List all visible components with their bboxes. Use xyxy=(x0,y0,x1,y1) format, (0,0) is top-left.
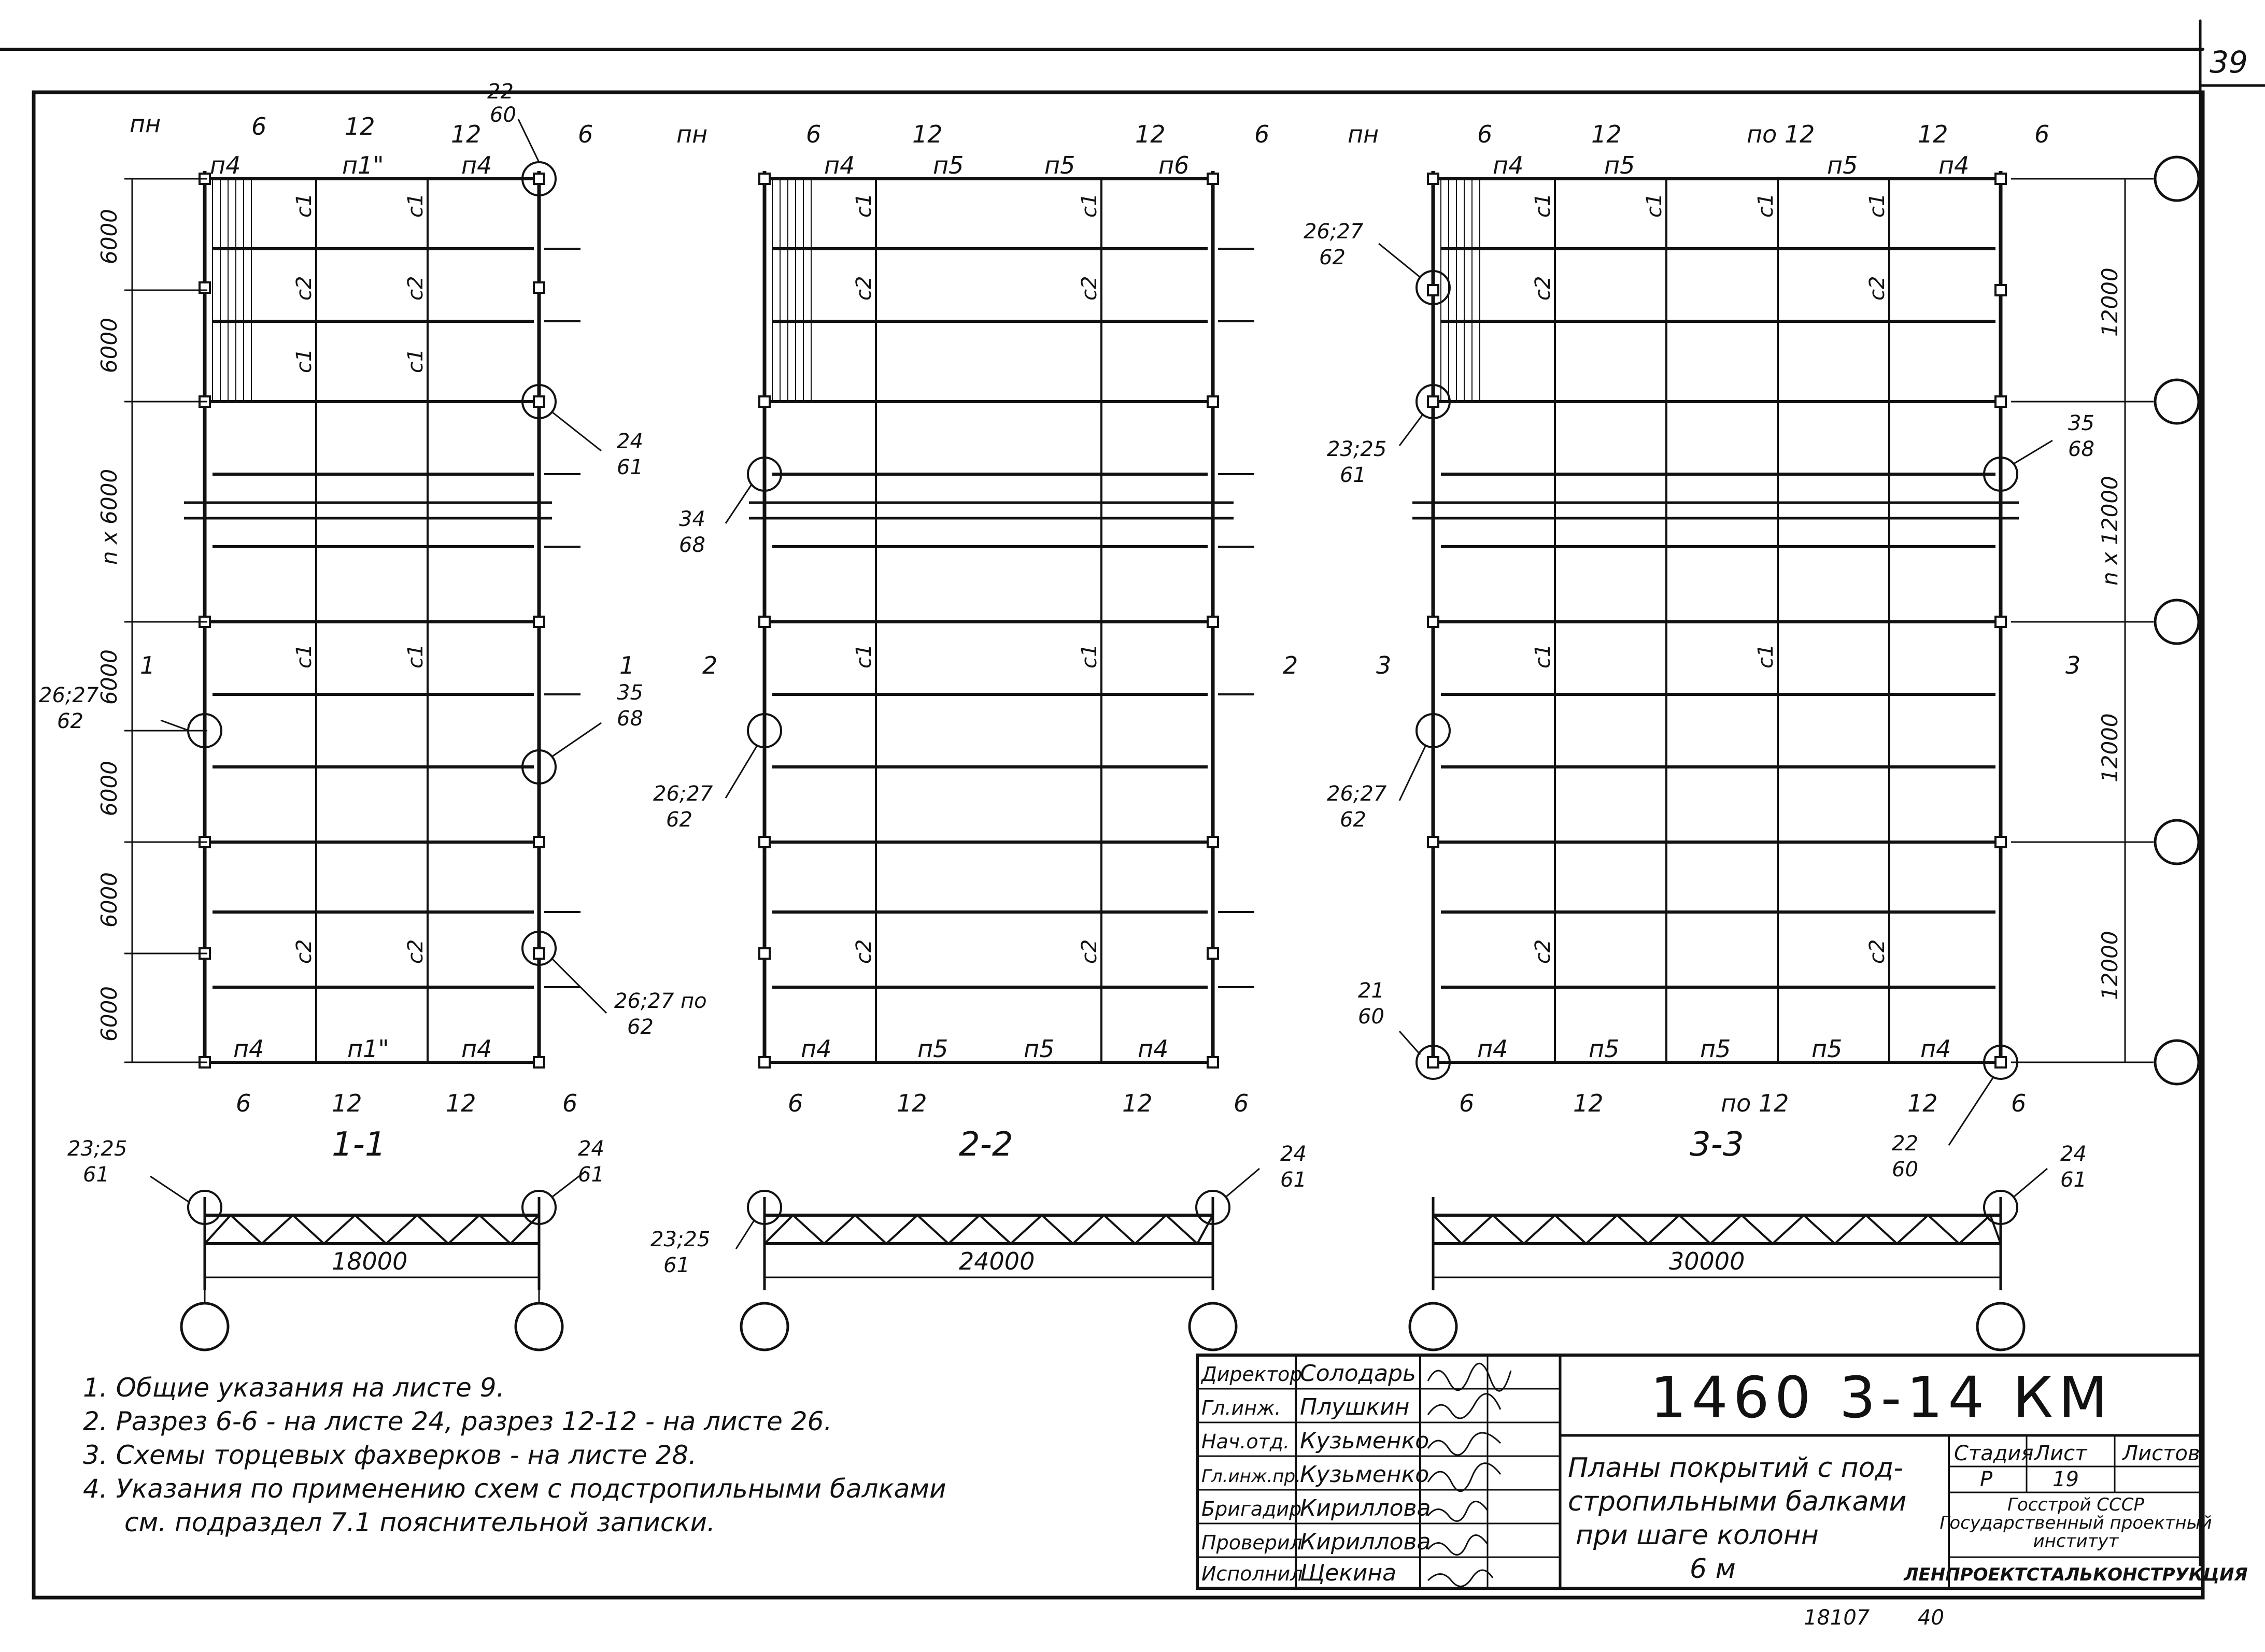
sheets-header: Листов xyxy=(2122,1442,2200,1465)
label-bp5-2a: п5 xyxy=(917,1035,949,1063)
sheet-header: Лист xyxy=(2034,1442,2087,1465)
callout-1-3-num: 35 xyxy=(617,681,643,705)
span-3: 30000 xyxy=(1669,1247,1745,1275)
beam-c1: с1 xyxy=(1078,193,1101,218)
beam-c1: с1 xyxy=(1078,644,1101,668)
footer-number: 18107 xyxy=(1804,1606,1870,1630)
left-dim-5: 6000 xyxy=(96,872,122,928)
label-bcpo12-3: по 12 xyxy=(1721,1089,1789,1117)
callout-1-4-den: 62 xyxy=(627,1015,654,1039)
label-bc6-3b: 6 xyxy=(2011,1089,2027,1117)
label-cut6-r1: 6 xyxy=(578,120,593,148)
org-name: ЛЕНПРОЕКТСТАЛЬКОНСТРУКЦИЯ xyxy=(1904,1564,2248,1585)
callout-1-5-num: 23;25 xyxy=(67,1137,128,1161)
beam-c2: с2 xyxy=(1865,939,1889,964)
label-bp5-3a: п5 xyxy=(1589,1035,1620,1063)
label-cut6-r3: 6 xyxy=(2034,120,2050,148)
label-p4-1b: п4 xyxy=(461,151,492,179)
title-block-roles xyxy=(1200,1360,1431,1586)
label-p4-3b: п4 xyxy=(1938,151,1970,179)
drawing-description xyxy=(1568,1452,1906,1585)
callout-2-0-num: 34 xyxy=(679,507,705,531)
beam-c1: с1 xyxy=(1643,193,1666,218)
description-line-1: Планы покрытий с под- xyxy=(1568,1452,1904,1484)
callout-2-3-num: 24 xyxy=(1280,1142,1307,1166)
label-ph-3: пн xyxy=(1348,120,1379,148)
label-bp5-3b: п5 xyxy=(1700,1035,1731,1063)
name-3: Кузьменко xyxy=(1300,1461,1429,1488)
span-1: 18000 xyxy=(332,1247,408,1275)
beam-c1: с1 xyxy=(292,193,316,218)
label-bc12-2b: 12 xyxy=(1122,1089,1153,1117)
stage-value: Р xyxy=(1980,1468,1993,1491)
right-dim-0: 12000 xyxy=(2097,267,2122,337)
footer-page: 40 xyxy=(1918,1606,1944,1630)
signatures xyxy=(1428,1363,1511,1586)
label-12-3a: 12 xyxy=(1591,120,1622,148)
label-ph-2: пн xyxy=(676,120,708,148)
callout-1-2-den: 62 xyxy=(57,709,83,733)
label-cut6-l3: 6 xyxy=(1477,120,1493,148)
beam-c2: с2 xyxy=(852,939,876,964)
left-dim-0: 6000 xyxy=(96,209,122,264)
callout-2-2-num: 23;25 xyxy=(650,1228,711,1251)
roof-plan-1-1 xyxy=(124,119,606,1350)
plan-title-3: 3-3 xyxy=(1690,1126,1744,1164)
callout-3-0-den: 62 xyxy=(1319,246,1346,269)
left-dim-4: 6000 xyxy=(96,761,122,816)
note-4-cont: см. подраздел 7.1 пояснительной записки. xyxy=(124,1507,715,1537)
callout-1-6-num: 24 xyxy=(578,1137,604,1161)
label-bp4-3b: п4 xyxy=(1920,1035,1951,1063)
left-dim-1: 6000 xyxy=(96,318,122,373)
beam-c1: с1 xyxy=(1754,644,1778,668)
organization xyxy=(1903,1494,2247,1585)
callout-2-2-den: 61 xyxy=(663,1254,690,1277)
beam-c2: с2 xyxy=(404,276,428,301)
beam-c2: с2 xyxy=(1078,276,1101,301)
label-12-2b: 12 xyxy=(1135,120,1166,148)
label-bc6-1b: 6 xyxy=(562,1089,578,1117)
role-5: Проверил xyxy=(1201,1531,1303,1554)
label-p5-2a: п5 xyxy=(933,151,964,179)
beam-c2: с2 xyxy=(1078,939,1101,964)
role-6: Исполнил xyxy=(1201,1562,1303,1585)
label-bc12-3b: 12 xyxy=(1907,1089,1938,1117)
org-line-2: Государственный проектный xyxy=(1940,1513,2212,1533)
label-bc12-1b: 12 xyxy=(446,1089,476,1117)
label-p4-1: п4 xyxy=(210,151,241,179)
label-cut6-l2: 6 xyxy=(806,120,822,148)
sheet-value: 19 xyxy=(2052,1468,2079,1491)
callout-3-1-num: 23;25 xyxy=(1327,437,1387,461)
callout-3-2-den: 68 xyxy=(2068,437,2094,461)
left-dim-6: 6000 xyxy=(96,986,122,1042)
label-bc12-3a: 12 xyxy=(1573,1089,1604,1117)
callout-1-6-den: 61 xyxy=(578,1163,604,1187)
beam-c1: с1 xyxy=(1754,193,1778,218)
note-3: 3. Схемы торцевых фахверков - на листе 28. xyxy=(83,1440,697,1470)
stage-header: Стадия xyxy=(1954,1442,2034,1465)
left-dim-3: 6000 xyxy=(96,649,122,705)
label-12-1b: 12 xyxy=(451,120,482,148)
left-dim-2: n x 6000 xyxy=(96,468,122,565)
label-p6-2: п6 xyxy=(1158,151,1190,179)
callout-1-1-den: 61 xyxy=(617,455,643,479)
cut-number-2l: 2 xyxy=(702,651,718,679)
label-12-2a: 12 xyxy=(912,120,943,148)
label-p5-2b: п5 xyxy=(1044,151,1075,179)
label-bp5-2b: п5 xyxy=(1024,1035,1055,1063)
cut-number-3l: 3 xyxy=(1376,651,1392,679)
beam-c2: с2 xyxy=(1531,939,1555,964)
span-2: 24000 xyxy=(959,1247,1035,1275)
roof-plan-2-2 xyxy=(726,171,1259,1350)
callout-3-5-den: 60 xyxy=(1892,1158,1918,1181)
plan-title-2: 2-2 xyxy=(959,1126,1013,1164)
beam-labels xyxy=(292,193,1889,964)
label-12-1a: 12 xyxy=(345,112,375,140)
callout-3-3-num: 26;27 xyxy=(1327,782,1387,806)
beam-c2: с2 xyxy=(292,276,316,301)
name-1: Плушкин xyxy=(1300,1394,1410,1420)
name-5: Кириллова xyxy=(1300,1529,1431,1555)
name-4: Кириллова xyxy=(1300,1495,1431,1521)
label-bc12-2a: 12 xyxy=(897,1089,927,1117)
right-dim-3: 12000 xyxy=(2097,931,2122,1000)
callout-3-1-den: 61 xyxy=(1340,463,1366,487)
cut-number-1l: 1 xyxy=(140,651,155,679)
callout-2-0-den: 68 xyxy=(679,533,705,557)
beam-c1: с1 xyxy=(1865,193,1889,218)
label-bp1-1: п1" xyxy=(347,1035,389,1063)
corner-sheet-number: 39 xyxy=(2210,45,2248,80)
callout-1-2-num: 26;27 xyxy=(39,683,99,707)
beam-c1: с1 xyxy=(404,644,428,668)
label-bp4-1a: п4 xyxy=(233,1035,264,1063)
label-p5-3b: п5 xyxy=(1827,151,1858,179)
label-bc6-3a: 6 xyxy=(1459,1089,1475,1117)
label-p5-3a: п5 xyxy=(1604,151,1635,179)
callout-2-1-num: 26;27 xyxy=(653,782,713,806)
callout-3-6-num: 24 xyxy=(2060,1142,2087,1166)
callout-2-3-den: 61 xyxy=(1280,1168,1307,1192)
beam-c1: с1 xyxy=(1531,193,1555,218)
note-1: 1. Общие указания на листе 9. xyxy=(83,1373,505,1403)
right-dimensions xyxy=(2097,267,2122,1000)
callout-3-2-num: 35 xyxy=(2068,411,2094,435)
callout-3-3-den: 62 xyxy=(1340,808,1366,832)
note-2: 2. Разрез 6-6 - на листе 24, разрез 12-12 - на листе 26. xyxy=(83,1406,832,1436)
callout-3-6-den: 61 xyxy=(2060,1168,2087,1192)
beam-c1: с1 xyxy=(404,348,428,373)
beam-c1: с1 xyxy=(292,644,316,668)
general-notes xyxy=(83,1373,946,1537)
callout-1-0-num: 22 xyxy=(487,80,514,104)
cut-number-2r: 2 xyxy=(1283,651,1298,679)
callout-2-1-den: 62 xyxy=(666,808,692,832)
description-line-3: при шаге колонн xyxy=(1576,1520,1819,1551)
callout-3-4-den: 60 xyxy=(1358,1005,1384,1029)
beam-c1: с1 xyxy=(852,644,876,668)
label-p1-1: п1" xyxy=(342,151,384,179)
label-bc6-2b: 6 xyxy=(1234,1089,1249,1117)
beam-c2: с2 xyxy=(1865,276,1889,301)
label-bc6-1a: 6 xyxy=(236,1089,251,1117)
label-p4-2: п4 xyxy=(824,151,855,179)
label-bp4-1b: п4 xyxy=(461,1035,492,1063)
right-dim-1: n x 12000 xyxy=(2097,476,2122,586)
callout-3-0-num: 26;27 xyxy=(1304,220,1364,244)
beam-c1: с1 xyxy=(292,348,316,373)
label-ph-1: пн xyxy=(130,110,161,138)
beam-c1: с1 xyxy=(404,193,428,218)
label-bp4-3a: п4 xyxy=(1477,1035,1508,1063)
label-bp5-3c: п5 xyxy=(1811,1035,1843,1063)
label-12-3b: 12 xyxy=(1918,120,1948,148)
document-code: 1460 3-14 КМ xyxy=(1650,1364,2113,1431)
plan-title-1: 1-1 xyxy=(332,1126,386,1164)
org-line-1: Госстрой СССР xyxy=(2007,1494,2144,1515)
role-2: Нач.отд. xyxy=(1201,1430,1290,1453)
label-p4-3: п4 xyxy=(1493,151,1524,179)
right-dim-2: 12000 xyxy=(2097,713,2122,782)
cut-number-3r: 3 xyxy=(2065,651,2081,679)
callout-1-3-den: 68 xyxy=(617,707,643,731)
label-po12-3: по 12 xyxy=(1747,120,1815,148)
name-2: Кузьменко xyxy=(1300,1428,1429,1454)
org-line-3: институт xyxy=(2033,1531,2119,1551)
callout-1-1-num: 24 xyxy=(617,430,643,453)
role-0: Директор xyxy=(1201,1363,1303,1386)
beam-c2: с2 xyxy=(1531,276,1555,301)
description-line-4: 6 м xyxy=(1690,1554,1736,1585)
callout-3-4-num: 21 xyxy=(1358,979,1384,1003)
role-1: Гл.инж. xyxy=(1201,1397,1281,1419)
callout-1-5-den: 61 xyxy=(83,1163,109,1187)
cut-number-1r: 1 xyxy=(619,651,635,679)
label-cut6-l1: 6 xyxy=(251,112,267,140)
label-cut6-r2: 6 xyxy=(1254,120,1270,148)
label-bc12-1a: 12 xyxy=(332,1089,362,1117)
note-4: 4. Указания по применению схем с подстропильными балками xyxy=(83,1474,946,1504)
callout-1-0-den: 60 xyxy=(490,103,516,127)
role-4: Бригадир xyxy=(1201,1498,1302,1520)
description-line-2: стропильными балками xyxy=(1568,1486,1907,1517)
beam-c2: с2 xyxy=(404,939,428,964)
label-bc6-2a: 6 xyxy=(788,1089,803,1117)
beam-c1: с1 xyxy=(852,193,876,218)
callout-1-4-num: 26;27 по xyxy=(614,989,707,1013)
left-dimensions xyxy=(96,209,122,1042)
role-3: Гл.инж.пр. xyxy=(1201,1466,1301,1487)
name-6: Щекина xyxy=(1300,1560,1397,1586)
plan-labels xyxy=(39,80,2094,1277)
callout-3-5-num: 22 xyxy=(1892,1132,1918,1156)
label-bp4-2a: п4 xyxy=(801,1035,832,1063)
beam-c2: с2 xyxy=(852,276,876,301)
label-bp4-2b: п4 xyxy=(1138,1035,1169,1063)
name-0: Солодарь xyxy=(1300,1360,1416,1387)
beam-c1: с1 xyxy=(1531,644,1555,668)
beam-c2: с2 xyxy=(292,939,316,964)
